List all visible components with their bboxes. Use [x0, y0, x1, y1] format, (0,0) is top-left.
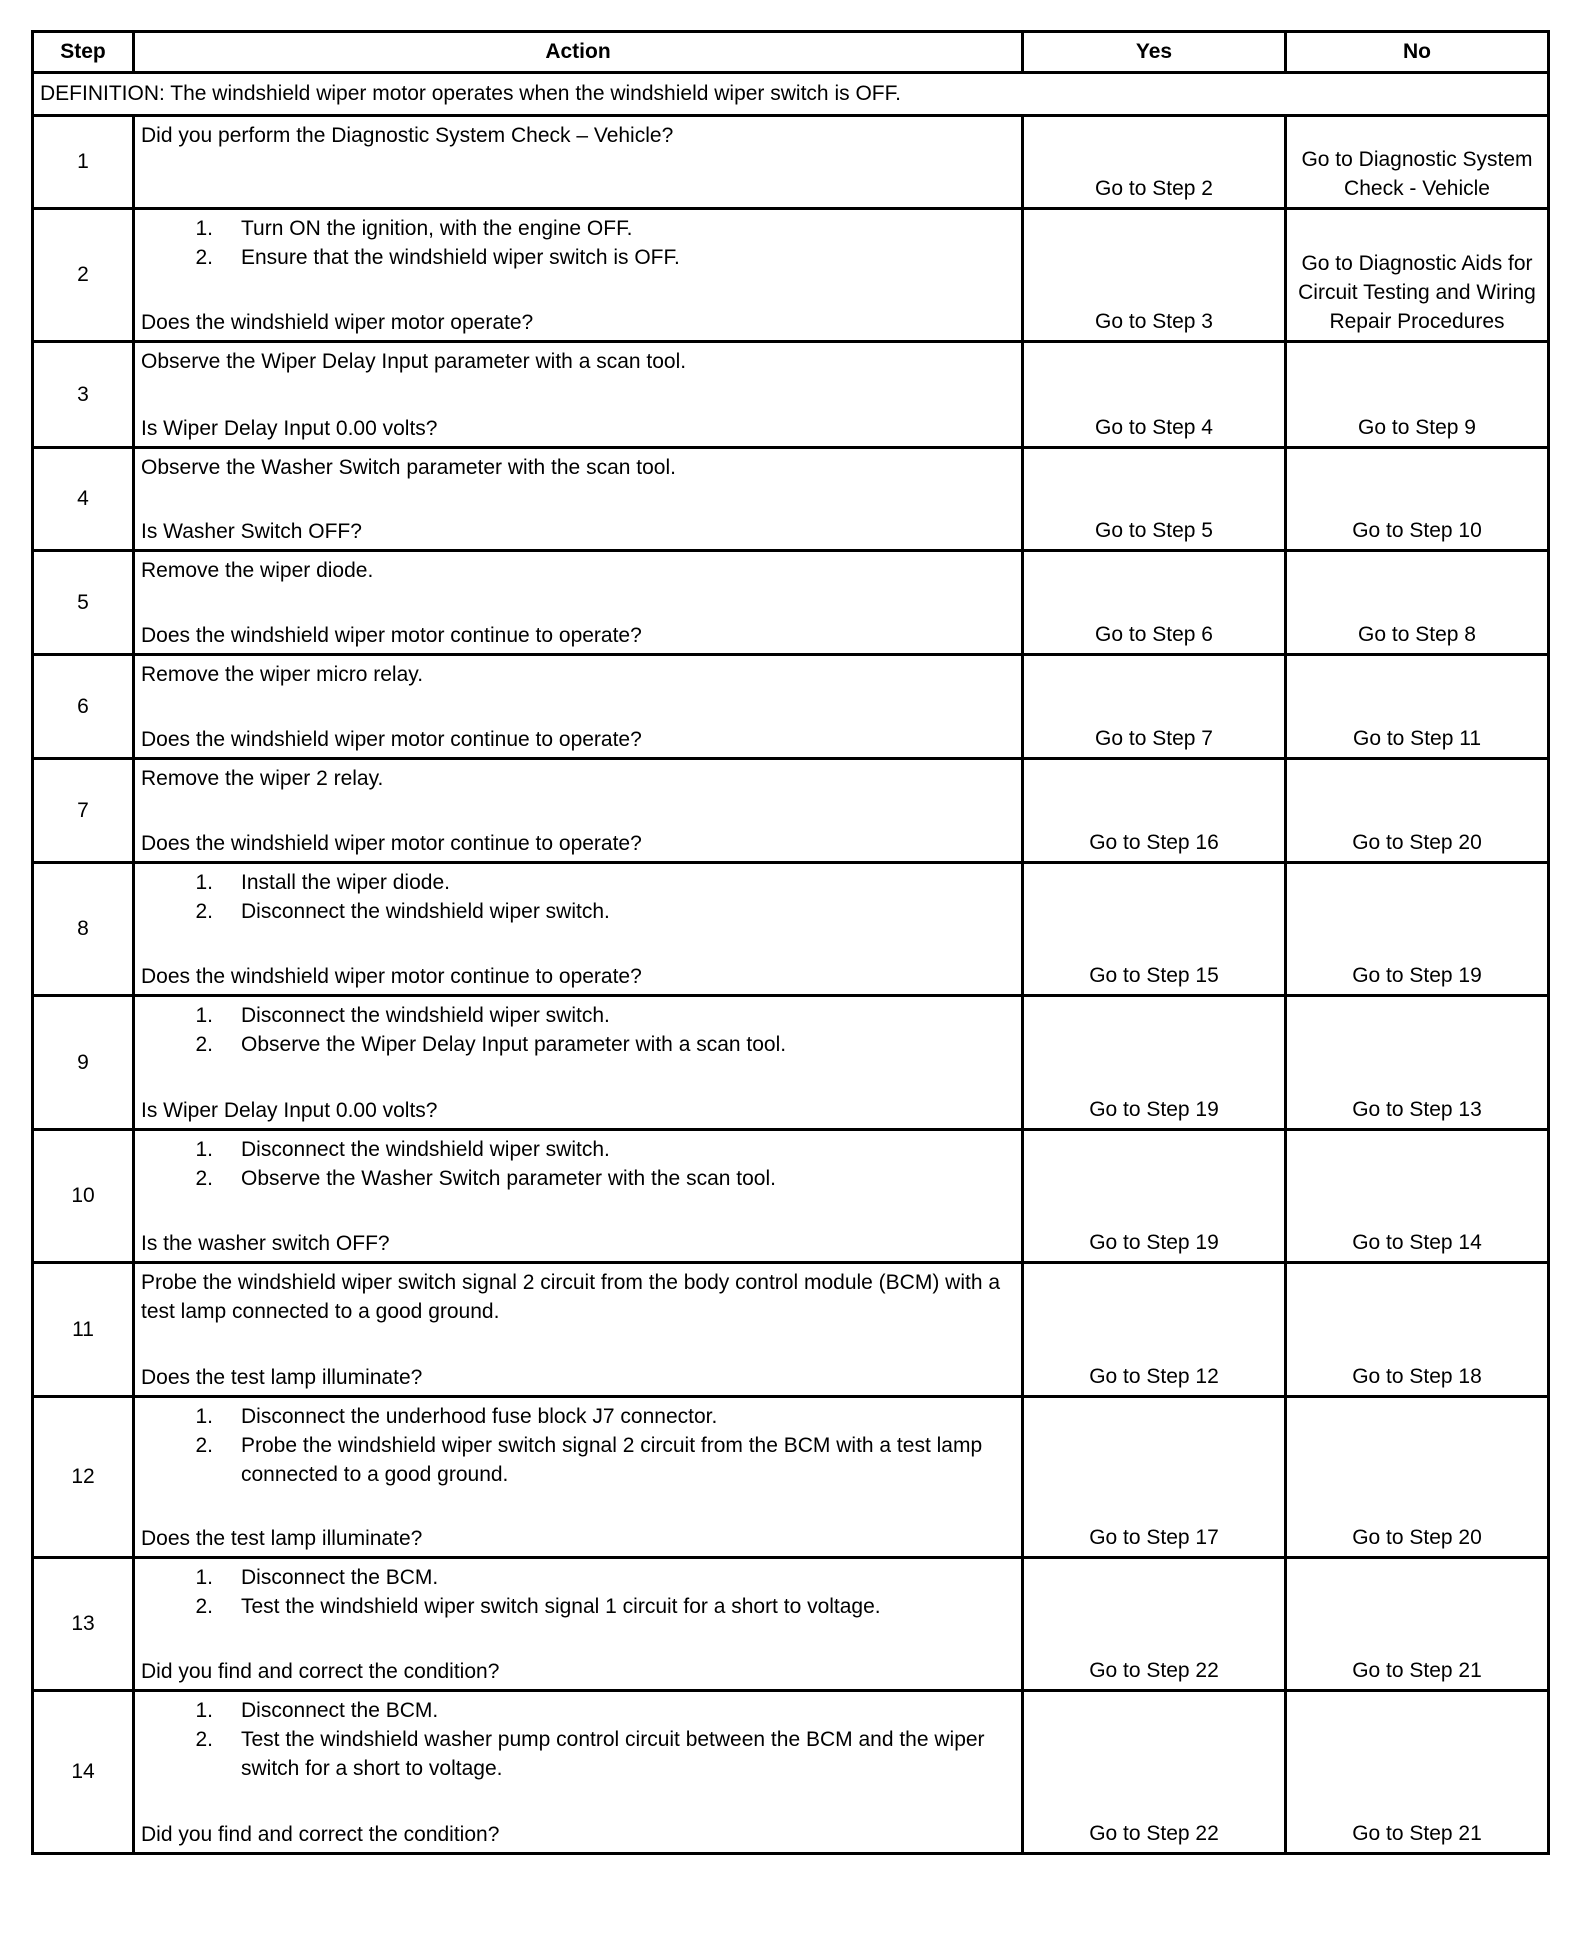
action-instructions [141, 556, 1015, 585]
instruction-text: Disconnect the windshield wiper switch. [241, 1138, 610, 1161]
action-cell [134, 1397, 1023, 1558]
yes-result: Go to Step 7 [1023, 655, 1286, 759]
header-no: No [1286, 32, 1549, 73]
yes-result: Go to Step 22 [1023, 1691, 1286, 1854]
action-question: Is Washer Switch OFF? [141, 520, 362, 543]
instruction-item [141, 1030, 1015, 1059]
definition-text: DEFINITION: The windshield wiper motor operates when the windshield wiper switch is OFF. [33, 73, 1549, 116]
action-cell [134, 1558, 1023, 1691]
action-question: Does the test lamp illuminate? [141, 1527, 423, 1550]
action-question: Is the washer switch OFF? [141, 1232, 390, 1255]
step-number: 11 [33, 1263, 134, 1397]
action-cell [134, 1130, 1023, 1263]
table-row [33, 996, 1549, 1130]
instruction-text: Turn ON the ignition, with the engine OFF. [241, 217, 633, 240]
step-number: 8 [33, 863, 134, 996]
yes-result: Go to Step 15 [1023, 863, 1286, 996]
instruction-text: Disconnect the windshield wiper switch. [241, 1004, 610, 1027]
action-cell [134, 116, 1023, 209]
instruction-item [141, 1592, 1015, 1621]
action-content [141, 1563, 1015, 1686]
step-number: 13 [33, 1558, 134, 1691]
instruction-number: 2. [195, 1033, 213, 1056]
action-instructions [141, 453, 1015, 482]
table-row [33, 1130, 1549, 1263]
action-cell [134, 863, 1023, 996]
header-step: Step [33, 32, 134, 73]
action-question: Does the windshield wiper motor continue to operate? [141, 728, 642, 751]
action-question: Did you find and correct the condition? [141, 1823, 500, 1846]
action-question: Is Wiper Delay Input 0.00 volts? [141, 1099, 438, 1122]
action-question: Does the windshield wiper motor continue to operate? [141, 965, 642, 988]
instruction-text: Probe the windshield wiper switch signal 2 circuit from the BCM with a test lamp connected to a good ground. [241, 1434, 983, 1486]
table-row [33, 116, 1549, 209]
instruction-text: Install the wiper diode. [241, 871, 450, 894]
table-row [33, 448, 1549, 551]
step-number: 4 [33, 448, 134, 551]
action-question: Is Wiper Delay Input 0.00 volts? [141, 417, 438, 440]
instruction-item [141, 897, 1015, 926]
instruction-item [141, 868, 1015, 897]
yes-result: Go to Step 17 [1023, 1397, 1286, 1558]
yes-result: Go to Step 2 [1023, 116, 1286, 209]
instruction-number: 1. [195, 217, 213, 240]
action-text: Remove the wiper 2 relay. [141, 767, 384, 790]
no-result: Go to Step 9 [1286, 342, 1549, 448]
step-number: 3 [33, 342, 134, 448]
action-instructions [141, 1563, 1015, 1621]
instruction-text: Observe the Wiper Delay Input parameter with a scan tool. [241, 1033, 787, 1056]
diagnostic-table [31, 30, 1550, 1855]
action-content [141, 660, 1015, 754]
instruction-text: Ensure that the windshield wiper switch is OFF. [241, 246, 680, 269]
action-instructions [141, 1268, 1015, 1326]
action-question: Did you find and correct the condition? [141, 1660, 500, 1683]
instruction-item [141, 1563, 1015, 1592]
header-row [33, 32, 1549, 73]
table-row [33, 209, 1549, 342]
instruction-item [141, 1725, 1015, 1783]
header-yes: Yes [1023, 32, 1286, 73]
no-result: Go to Step 21 [1286, 1558, 1549, 1691]
action-text: Probe the windshield wiper switch signal 2 circuit from the body control module (BCM) with a test lamp connected to a good ground. [141, 1271, 1001, 1323]
action-cell [134, 759, 1023, 863]
table-row [33, 551, 1549, 655]
table-row [33, 1558, 1549, 1691]
definition-row [33, 73, 1549, 116]
instruction-number: 2. [195, 1434, 213, 1457]
table-row [33, 759, 1549, 863]
action-content [141, 121, 1015, 204]
instruction-number: 2. [195, 1728, 213, 1751]
action-instructions [141, 1696, 1015, 1783]
action-question: Does the windshield wiper motor continue to operate? [141, 832, 642, 855]
step-number: 6 [33, 655, 134, 759]
no-result: Go to Diagnostic System Check - Vehicle [1286, 116, 1549, 209]
action-text: Observe the Wiper Delay Input parameter with a scan tool. [141, 350, 687, 373]
instruction-text: Disconnect the BCM. [241, 1699, 439, 1722]
action-instructions [141, 121, 1015, 150]
instruction-item [141, 1402, 1015, 1431]
action-instructions [141, 764, 1015, 793]
action-cell [134, 448, 1023, 551]
table-row [33, 1263, 1549, 1397]
step-number: 9 [33, 996, 134, 1130]
instruction-item [141, 1135, 1015, 1164]
instruction-number: 1. [195, 1699, 213, 1722]
action-content [141, 1696, 1015, 1849]
instruction-list [141, 1402, 1015, 1489]
no-result: Go to Step 20 [1286, 1397, 1549, 1558]
yes-result: Go to Step 12 [1023, 1263, 1286, 1397]
instruction-number: 2. [195, 1167, 213, 1190]
instruction-list [141, 1001, 1015, 1059]
action-text: Remove the wiper micro relay. [141, 663, 424, 686]
instruction-item [141, 243, 1015, 272]
instruction-number: 1. [195, 1138, 213, 1161]
action-cell [134, 996, 1023, 1130]
action-content [141, 1402, 1015, 1553]
instruction-item [141, 1164, 1015, 1193]
step-number: 5 [33, 551, 134, 655]
action-content [141, 868, 1015, 991]
no-result: Go to Step 11 [1286, 655, 1549, 759]
step-number: 7 [33, 759, 134, 863]
no-result: Go to Step 20 [1286, 759, 1549, 863]
yes-result: Go to Step 16 [1023, 759, 1286, 863]
action-content [141, 1268, 1015, 1392]
table-row [33, 1397, 1549, 1558]
action-instructions [141, 660, 1015, 689]
instruction-number: 1. [195, 871, 213, 894]
instruction-text: Test the windshield washer pump control circuit between the BCM and the wiper switch for a short to voltage. [241, 1728, 985, 1780]
no-result: Go to Step 10 [1286, 448, 1549, 551]
no-result: Go to Step 21 [1286, 1691, 1549, 1854]
instruction-item [141, 214, 1015, 243]
instruction-item [141, 1001, 1015, 1030]
table-row [33, 863, 1549, 996]
action-content [141, 1001, 1015, 1125]
action-text: Did you perform the Diagnostic System Check – Vehicle? [141, 124, 674, 147]
step-number: 10 [33, 1130, 134, 1263]
action-instructions [141, 214, 1015, 272]
action-instructions [141, 1001, 1015, 1059]
yes-result: Go to Step 22 [1023, 1558, 1286, 1691]
action-question: Does the windshield wiper motor continue to operate? [141, 624, 642, 647]
action-instructions [141, 1135, 1015, 1193]
instruction-number: 1. [195, 1566, 213, 1589]
yes-result: Go to Step 3 [1023, 209, 1286, 342]
no-result: Go to Step 14 [1286, 1130, 1549, 1263]
table-row [33, 655, 1549, 759]
action-question: Does the test lamp illuminate? [141, 1366, 423, 1389]
instruction-list [141, 1135, 1015, 1193]
action-content [141, 764, 1015, 858]
yes-result: Go to Step 4 [1023, 342, 1286, 448]
instruction-text: Observe the Washer Switch parameter with the scan tool. [241, 1167, 776, 1190]
step-number: 2 [33, 209, 134, 342]
action-instructions [141, 1402, 1015, 1489]
step-number: 1 [33, 116, 134, 209]
step-number: 14 [33, 1691, 134, 1854]
action-content [141, 1135, 1015, 1258]
instruction-text: Disconnect the windshield wiper switch. [241, 900, 610, 923]
action-content [141, 214, 1015, 337]
action-cell [134, 655, 1023, 759]
step-number: 12 [33, 1397, 134, 1558]
yes-result: Go to Step 6 [1023, 551, 1286, 655]
instruction-number: 1. [195, 1004, 213, 1027]
action-cell [134, 342, 1023, 448]
table-row [33, 342, 1549, 448]
action-text: Remove the wiper diode. [141, 559, 374, 582]
action-cell [134, 209, 1023, 342]
header-action: Action [134, 32, 1023, 73]
instruction-item [141, 1431, 1015, 1489]
instruction-item [141, 1696, 1015, 1725]
action-text: Observe the Washer Switch parameter with the scan tool. [141, 456, 676, 479]
action-instructions [141, 868, 1015, 926]
instruction-number: 2. [195, 1595, 213, 1618]
action-content [141, 347, 1015, 443]
no-result: Go to Step 19 [1286, 863, 1549, 996]
table-row [33, 1691, 1549, 1854]
no-result: Go to Diagnostic Aids for Circuit Testing and Wiring Repair Procedures [1286, 209, 1549, 342]
action-instructions [141, 347, 1015, 376]
instruction-number: 2. [195, 900, 213, 923]
action-content [141, 453, 1015, 546]
instruction-number: 2. [195, 246, 213, 269]
instruction-text: Test the windshield wiper switch signal 1 circuit for a short to voltage. [241, 1595, 881, 1618]
instruction-list [141, 1563, 1015, 1621]
action-cell [134, 1263, 1023, 1397]
no-result: Go to Step 13 [1286, 996, 1549, 1130]
action-cell [134, 551, 1023, 655]
action-cell [134, 1691, 1023, 1854]
action-content [141, 556, 1015, 650]
no-result: Go to Step 18 [1286, 1263, 1549, 1397]
no-result: Go to Step 8 [1286, 551, 1549, 655]
yes-result: Go to Step 5 [1023, 448, 1286, 551]
yes-result: Go to Step 19 [1023, 1130, 1286, 1263]
instruction-text: Disconnect the underhood fuse block J7 connector. [241, 1405, 718, 1428]
instruction-list [141, 868, 1015, 926]
instruction-list [141, 1696, 1015, 1783]
instruction-list [141, 214, 1015, 272]
yes-result: Go to Step 19 [1023, 996, 1286, 1130]
action-question: Does the windshield wiper motor operate? [141, 311, 534, 334]
instruction-text: Disconnect the BCM. [241, 1566, 439, 1589]
instruction-number: 1. [195, 1405, 213, 1428]
